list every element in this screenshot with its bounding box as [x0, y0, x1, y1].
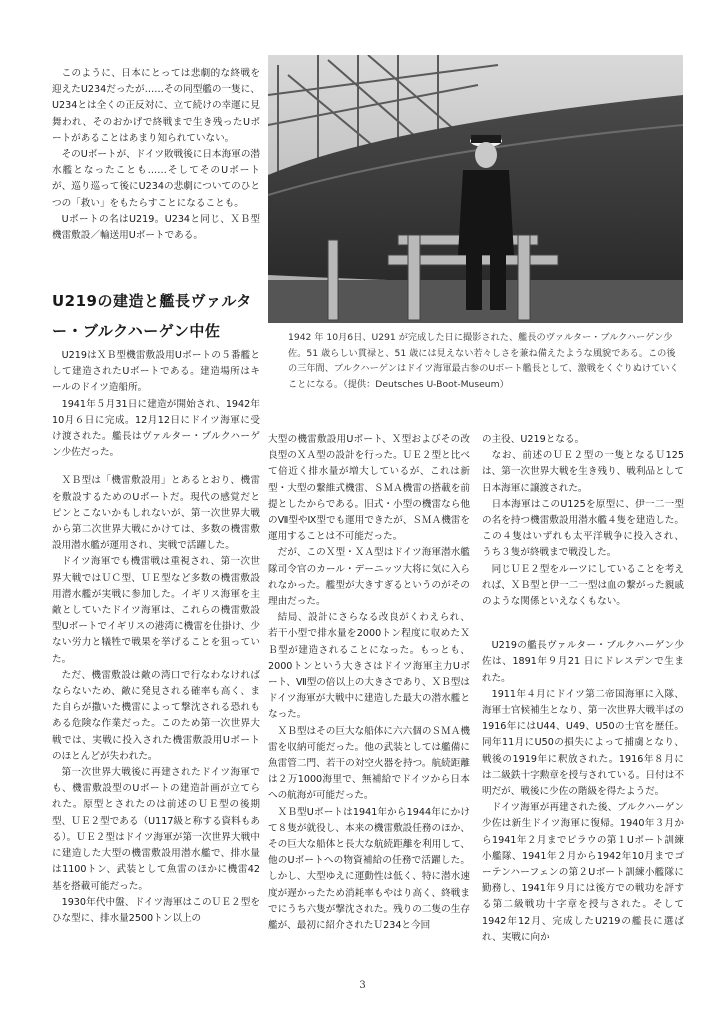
section-heading: U219の建造と艦長ヴァルタ [52, 292, 252, 310]
body-paragraph: U219の艦長ヴァルター・ブルクハーゲン少佐は、1891年９月21 日にドレスデンで生まれた。 [482, 640, 684, 684]
body-paragraph: U219はＸＢ型機雷敷設用Uボートの５番艦として建造されたUボートである。建造場所はキールのドイツ造船所。 [52, 350, 260, 394]
caption-text: 1942 年 10月6日、U291 が完成した日に撮影された、艦長のヴァルター・ブルクハーゲン少佐。51 歳らしい貫禄と、51 歳には見えない若々しさを兼ね備えたような風貌である。この後の三年間、ブルクハーゲンはドイツ海軍最古参のUボート艦長として、激戦をくぐりぬけていくことになる。（提供：Deutsches U-Boot-Museum） [288, 332, 679, 390]
intro-paragraph: このように、日本にとっては悲劇的な終戦を迎えたU234だったが……その同型艦の一隻に、U234とは全くの正反対に、立て続けの幸運に見舞われ、そのおかげで終戦まで生き残ったUボートがあることはあまり知られていない。 [52, 68, 260, 144]
intro-paragraph: Uボートの名はU219。U234と同じ、ＸＢ型機雷敷設／輸送用Uボートである。 [52, 213, 260, 242]
body-paragraph: の主役、U219となる。 [482, 434, 585, 445]
body-paragraph: ただ、機雷敷設は敵の湾口で行なわなければならないため、敵に発見される確率も高く、また自らが撒いた機雷によって撃沈される恐れもある危険な作業だった。このため第一次世界大戦では、実戦に投入された機雷敷設用Uボートのほとんどが失われた。 [52, 669, 260, 762]
body-paragraph: ドイツ海軍が再建された後、ブルクハーゲン少佐は新生ドイツ海軍に復帰。1940年３月から1941年２月までピラウの第１Uボート訓練小艦隊、1941年２月から1942年10月までゴーテンハーフェンの第２Uボート訓練小艦隊に勤務し、1941年９月には後方での戦功を評する第二級戦功十字章を授与された。そして1942年12月、完成したU219の艦長に選ばれ、実戦に向か [482, 802, 684, 943]
body-paragraph: 大型の機雷敷設用Uボート、Ｘ型およびその改良型のＸＡ型の設計を行った。ＵＥ２型と比べて倍近く排水量が増大しているが、これは新型・大型の繋維式機雷、ＳＭＡ機雷の搭載を前提としたからである。旧式・小型の機雷なら他のⅦ型やⅨ型でも運用できたが、ＳＭＡ機雷を運用することは不可能だった。 [268, 434, 470, 543]
body-paragraph: 第一次世界大戦後に再建されたドイツ海軍でも、機雷敷設型のUボートの建造計画が立てられた。原型とされたのは前述のＵＥ型の後期型、ＵＥ２型である（U117級と称する資料もある）。ＵＥ２型はドイツ海軍が第一次世界大戦中に建造した大型の機雷敷設用潜水艦で、排水量は1100トン、武装として魚雷のほかに機雷42基を搭載可能だった。 [52, 767, 260, 892]
body-paragraph: ＸＢ型はその巨大な船体に六六個のＳＭＡ機雷を収納可能だった。他の武装としては艦備に魚雷管二門、若干の対空火器を持つ。航続距離は２万1000海里で、無補給でドイツから日本への航海が可能だった。 [268, 725, 470, 802]
body-paragraph: 1941年５月31日に建造が開始され、1942年10月６日に完成。12月12日にドイツ海軍に受け渡された。艦長はヴァルター・ブルクハーゲン少佐だった。 [52, 398, 260, 459]
intro-paragraph: そのUボートが、ドイツ敗戦後に日本海軍の潜水艦となったことも……そしてそのUボートが、巡り巡って後にU234の悲劇についてのひとつの「救い」をもたらすことになることも。 [52, 149, 261, 209]
photo-caption [288, 330, 680, 392]
left-column [52, 348, 260, 927]
body-paragraph: 1911年４月にドイツ第二帝国海軍に入隊、海軍士官候補生となり、第一次世界大戦半ばの1916年にはU44、U49、U50の士官を歴任。同年11月にU50の損失によって捕虜となり、戦後の1919年に釈放された。1916年８月には二級鉄十字勲章を授与されている。日付は不明だが、戦後に少佐の階級を得たようだ。 [482, 688, 684, 798]
body-paragraph: なお、前述のＵＥ２型の一隻となるＵ125は、第一次世界大戦を生き残り、戦利品として日本海軍に譲渡された。 [482, 450, 684, 494]
body-paragraph: だが、このＸ型・ＸＡ型はドイツ海軍潜水艦隊司令官のカール・デーニッツ大将に気に入られなかった。艦型が大きすぎるというのがその理由だった。 [268, 547, 470, 608]
intro-text [52, 66, 260, 244]
middle-column [268, 432, 470, 934]
page-number: 3 [359, 980, 366, 991]
body-paragraph: 日本海軍はこのU125を原型に、伊一二一型の名を持つ機雷敷設用潜水艦４隻を建造した。この４隻はいずれも太平洋戦争に投入され、うち３隻が終戦まで戦没した。 [482, 498, 684, 559]
historical-photo [268, 55, 683, 323]
body-paragraph: 同じＵＥ２型をルーツにしていることを考えれば、ＸＢ型と伊一二一型は血の繋がった親戚のような関係といえなくもない。 [482, 563, 684, 608]
right-column [482, 432, 684, 946]
body-paragraph: ドイツ海軍でも機雷戦は重視され、第一次世界大戦ではＵＣ型、ＵＥ型など多数の機雷敷設用潜水艦が実戦に参加した。イギリス海軍を主敵としていたドイツ海軍は、これらの機雷敷設型Uボートでイギリスの港湾に機雷を仕掛け、少ない労力と犠牲で戦果を挙げることを狙っていた。 [52, 556, 260, 665]
body-paragraph: ＸＢ型は「機雷敷設用」とあるとおり、機雷を敷設するためのUボートだ。現代の感覚だとピンとこないかもしれないが、第一次世界大戦から第二次世界大戦にかけては、多数の機雷敷設用潜水艦が運用され、実戦で活躍した。 [52, 475, 260, 552]
section-subheading: ー・ブルクハーゲン中佐 [52, 322, 221, 340]
body-paragraph: 1930年代中盤、ドイツ海軍はこのＵＥ２型をひな型に、排水量2500トン以上の [52, 896, 260, 924]
body-paragraph: ＸＢ型Uボートは1941年から1944年にかけて８隻が就役し、本来の機雷敷設任務のほか、その巨大な船体と長大な航続距離を利用して、他のUボートへの物資補給の任務で活躍した。しかし、大型ゆえに運動性は低く、特に潜水速度が遅かったため消耗率もやはり高く、終戦までにうち六隻が撃沈された。残りの二隻の生存艦が、最初に紹介されたＵ234と今回 [268, 806, 470, 932]
body-paragraph: 結局、設計にさらなる改良がくわえられ、若干小型で排水量を2000トン程度に収めたＸＢ型が建造されることになった。もっとも、2000トンという大きさはドイツ海軍主力Uボート、Ⅶ型の倍以上の大きさであり、ＸＢ型はドイツ海軍が大戦中に建造した最大の潜水艦となった。 [268, 612, 470, 721]
